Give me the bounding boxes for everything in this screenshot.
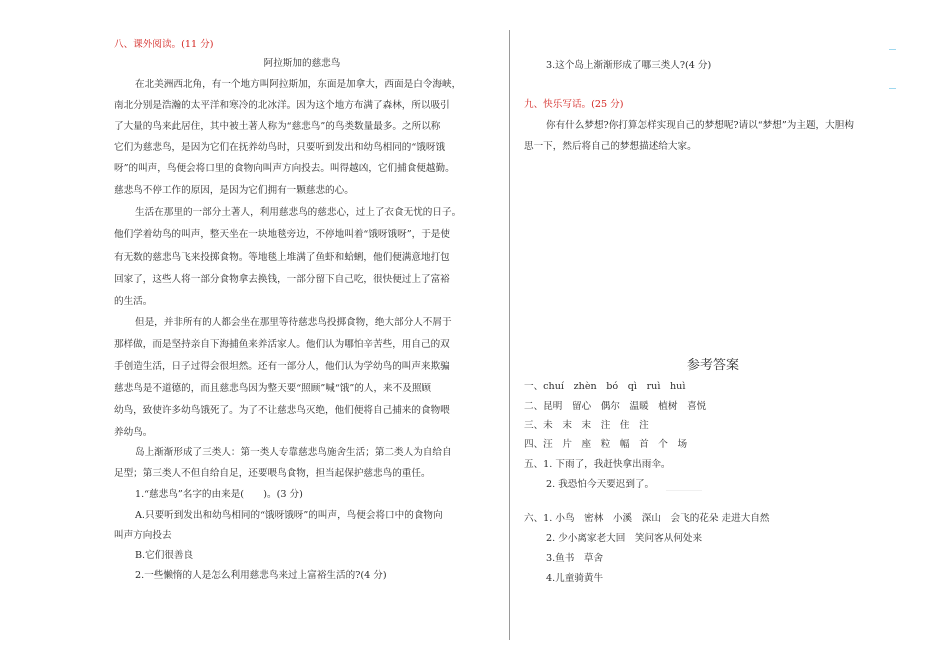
paragraph-1-line: 了大量的鸟来此居住，其中被土著人称为“慈悲鸟”的鸟类数量最多。之所以称: [114, 121, 441, 132]
answer-line: 2. 少小离家老大回 笑问客从何处来: [546, 533, 703, 544]
question-1-option-b: B.它们很善良: [135, 550, 194, 561]
paragraph-4-line: 岛上渐渐形成了三类人：第一类人专靠慈悲鸟施舍生活；第二类人为自给自: [135, 447, 452, 458]
answer-line: 3.鱼书 草舍: [546, 553, 604, 564]
answer-line: 六、1. 小鸟 密林 小溪 深山 会飞的花朵 走进大自然: [524, 513, 770, 524]
paragraph-2-line: 他们学着幼鸟的叫声，整天坐在一块地毯旁边，不停地叫着“饿呀饿呀”，于是使: [114, 229, 450, 240]
question-1-option-a: A.只要听到发出和幼鸟相同的“饿呀饿呀”的叫声，鸟便会将口中的食物向: [135, 510, 443, 521]
passage-title: 阿拉斯加的慈悲鸟: [263, 58, 341, 69]
paragraph-3-line: 手创造生活，日子过得会很坦然。还有一部分人，他们认为学幼鸟的叫声来欺骗: [114, 361, 450, 372]
margin-tick: [889, 49, 896, 50]
paragraph-1-line: 呀”的叫声，鸟便会将口里的食物向叫声方向投去。叫得越凶，它们捕食便越勤。: [114, 163, 455, 174]
question-2: 2.一些懒惰的人是怎么利用慈悲鸟来过上富裕生活的?(4 分): [135, 570, 387, 581]
faint-mark: ………………: [666, 486, 702, 493]
question-1-option-a-cont: 叫声方向投去: [114, 530, 172, 541]
paragraph-1-line: 在北美洲西北角，有一个地方叫阿拉斯加，东面是加拿大，西面是白令海峡，: [135, 79, 462, 90]
answer-line: 2. 我恐怕今天要迟到了。: [546, 479, 655, 490]
paragraph-2-line: 生活在那里的一部分土著人，利用慈悲鸟的慈悲心，过上了衣食无忧的日子。: [135, 207, 462, 218]
writing-prompt-line: 你有什么梦想?你打算怎样实现自己的梦想呢?请以“梦想”为主题，大胆构: [546, 120, 854, 131]
answer-line: 一、chuí zhèn bó qì ruì huì: [524, 381, 686, 392]
paragraph-2-line: 的生活。: [114, 296, 153, 307]
paragraph-3-line: 那样做，而是坚持亲自下海捕鱼来养活家人。他们认为哪怕辛苦些，用自己的双: [114, 339, 450, 350]
margin-tick: [889, 88, 896, 89]
section-8-title: 八、课外阅读。(11 分): [114, 39, 214, 50]
column-divider: [509, 30, 510, 640]
paragraph-2-line: 回家了，这些人将一部分食物拿去换钱，一部分留下自己吃，很快便过上了富裕: [114, 274, 450, 285]
answer-line: 4.儿童骑黄牛: [546, 573, 604, 584]
paragraph-1-line: 南北分别是浩瀚的太平洋和寒冷的北冰洋。因为这个地方布满了森林，所以吸引: [114, 100, 450, 111]
question-1: 1.“慈悲鸟”名字的由来是( )。(3 分): [135, 489, 303, 500]
paragraph-3-line: 幼鸟，致使许多幼鸟饿死了。为了不让慈悲鸟灭绝，他们便将自己捕来的食物喂: [114, 405, 450, 416]
answer-line: 二、昆明 留心 偶尔 温暖 植树 喜悦: [524, 401, 707, 412]
section-9-title: 九、快乐写话。(25 分): [524, 99, 624, 110]
paragraph-1-line: 它们为慈悲鸟，是因为它们在抚养幼鸟时，只要听到发出和幼鸟相同的“饿呀饿: [114, 142, 446, 153]
answers-title: 参考答案: [686, 358, 739, 373]
paragraph-3-line: 但是，并非所有的人都会坐在那里等待慈悲鸟投掷食物，绝大部分人不屑于: [135, 317, 452, 328]
answer-line: 四、汪 片 座 粒 幅 首 个 场: [524, 439, 688, 450]
paragraph-3-line: 养幼鸟。: [114, 427, 153, 438]
paragraph-1-line: 慈悲鸟不停工作的原因，是因为它们拥有一颗慈悲的心。: [114, 185, 354, 196]
question-3: 3.这个岛上渐渐形成了哪三类人?(4 分): [546, 60, 712, 71]
paragraph-4-line: 足型；第三类人不但自给自足，还要喂鸟食物，担当起保护慈悲鸟的重任。: [114, 468, 431, 479]
paragraph-3-line: 慈悲鸟是不道德的，而且慈悲鸟因为整天要“照顾”喊“饿”的人，来不及照顾: [114, 383, 432, 394]
paragraph-2-line: 有无数的慈悲鸟飞来投掷食物。等地毯上堆满了鱼虾和蛤蜊，他们便满意地打包: [114, 252, 450, 263]
answer-line: 三、未 末 末 注 住 注: [524, 420, 649, 431]
writing-prompt-line: 思一下，然后将自己的梦想描述给大家。: [524, 141, 697, 152]
answer-line: 五、1. 下雨了，我赶快拿出雨伞。: [524, 459, 671, 470]
